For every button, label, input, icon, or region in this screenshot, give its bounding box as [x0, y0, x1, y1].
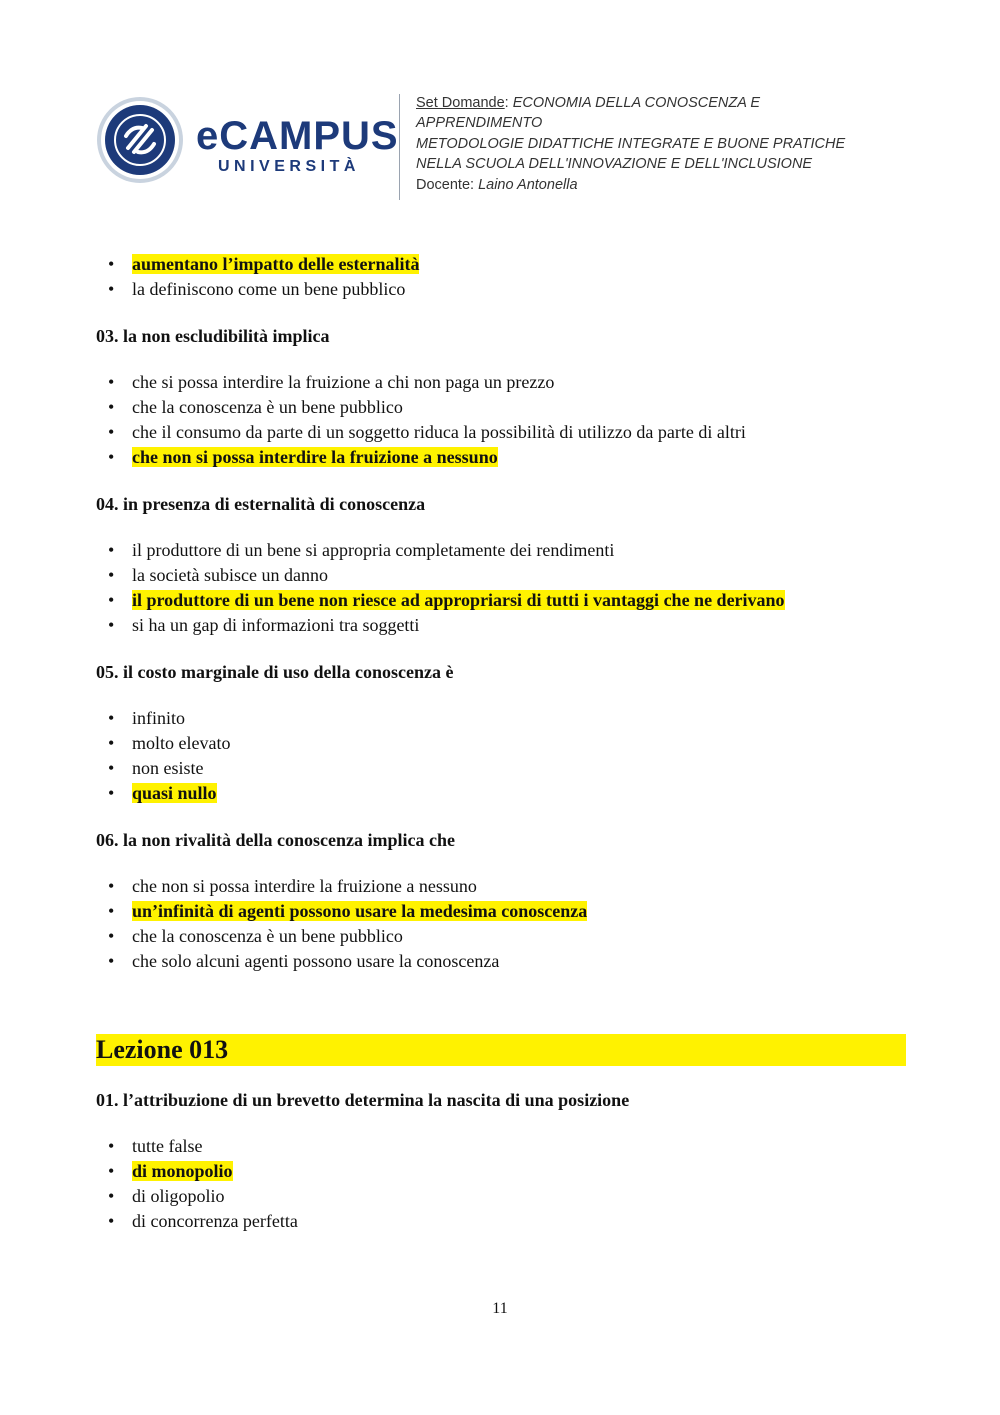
option-item: • il produttore di un bene si appropria completamente dei rendimenti: [132, 538, 906, 563]
brand-prefix: e: [196, 114, 220, 158]
question-title: 03. la non escludibilità implica: [96, 326, 330, 346]
option-item: • che la conoscenza è un bene pubblico: [132, 395, 906, 420]
option-item: [132, 588, 906, 613]
continued-options: [96, 252, 906, 302]
option-item: [132, 252, 906, 277]
option-item: • molto elevato: [132, 731, 906, 756]
option-item: • di concorrenza perfetta: [132, 1209, 906, 1234]
brand-name: CAMPUS: [219, 114, 399, 158]
course-line-2: APPRENDIMENTO: [416, 114, 543, 131]
program-line-1: METODOLOGIE DIDATTICHE INTEGRATE E BUONE PRATICHE: [416, 136, 846, 152]
course-line-1: ECONOMIA DELLA CONOSCENZA E: [512, 95, 761, 111]
header-divider: [399, 94, 400, 200]
set-label: Set Domande: [416, 95, 505, 111]
question-content: [96, 252, 906, 1234]
option-item: • tutte false: [132, 1134, 906, 1159]
option-item: • la società subisce un danno: [132, 563, 906, 588]
program-line-2: NELLA SCUOLA DELL'INNOVAZIONE E DELL'INCLUSIONE: [416, 155, 813, 172]
option-item: [132, 899, 906, 924]
option-item: [132, 445, 906, 470]
option-list: [96, 1134, 906, 1234]
ecampus-wordmark: [196, 116, 399, 176]
option-item: [132, 1159, 906, 1184]
correct-answer: il produttore di un bene non riesce ad appropriarsi di tutti i vantaggi che ne derivano: [132, 590, 785, 610]
page-header: [96, 90, 906, 202]
teacher-name: Laino Antonella: [478, 177, 578, 193]
option-item: • non esiste: [132, 756, 906, 781]
question-title: 05. il costo marginale di uso della conoscenza è: [96, 662, 454, 682]
page-number: 11: [492, 1300, 508, 1317]
option-item: • di oligopolio: [132, 1184, 906, 1209]
option-item: • che si possa interdire la fruizione a chi non paga un prezzo: [132, 370, 906, 395]
option-item: • infinito: [132, 706, 906, 731]
correct-answer: che non si possa interdire la fruizione a nessuno: [132, 447, 498, 467]
ecampus-seal-logo: [96, 96, 184, 184]
question-title: 01. l’attribuzione di un brevetto determina la nascita di una posizione: [96, 1090, 630, 1110]
option-list: [96, 538, 906, 638]
lesson-heading: Lezione 013: [96, 1034, 906, 1066]
question-title: 06. la non rivalità della conoscenza implica che: [96, 830, 455, 850]
option-item: • la definiscono come un bene pubblico: [132, 277, 906, 302]
correct-answer: aumentano l’impatto delle esternalità: [132, 254, 420, 274]
correct-answer: di monopolio: [132, 1161, 233, 1181]
correct-answer: quasi nullo: [132, 783, 217, 803]
option-item: • si ha un gap di informazioni tra soggetti: [132, 613, 906, 638]
option-item: • che non si possa interdire la fruizione a nessuno: [132, 874, 906, 899]
option-item: • che il consumo da parte di un soggetto riduca la possibilità di utilizzo da parte di altri: [132, 420, 906, 445]
option-item: [132, 781, 906, 806]
header-info: Set Domande: ECONOMIA DELLA CONOSCENZA E APPRENDIMENTO METODOLOGIE DIDATTICHE INTEGRATE E BUONE PRATICHE NELLA SCUOLA DELL'INNOVAZIONE E DELL'INCLUSIONE Docente: Laino Antonella: [416, 95, 846, 193]
option-list: [96, 706, 906, 806]
teacher-label: Docente: [416, 177, 471, 193]
correct-answer: un’infinità di agenti possono usare la medesima conoscenza: [132, 901, 588, 921]
option-item: • che solo alcuni agenti possono usare la conoscenza: [132, 949, 906, 974]
option-item: • che la conoscenza è un bene pubblico: [132, 924, 906, 949]
brand-university: UNIVERSITÀ: [218, 158, 360, 175]
option-list: [96, 874, 906, 974]
question-title: 04. in presenza di esternalità di conoscenza: [96, 494, 426, 514]
option-list: [96, 370, 906, 470]
